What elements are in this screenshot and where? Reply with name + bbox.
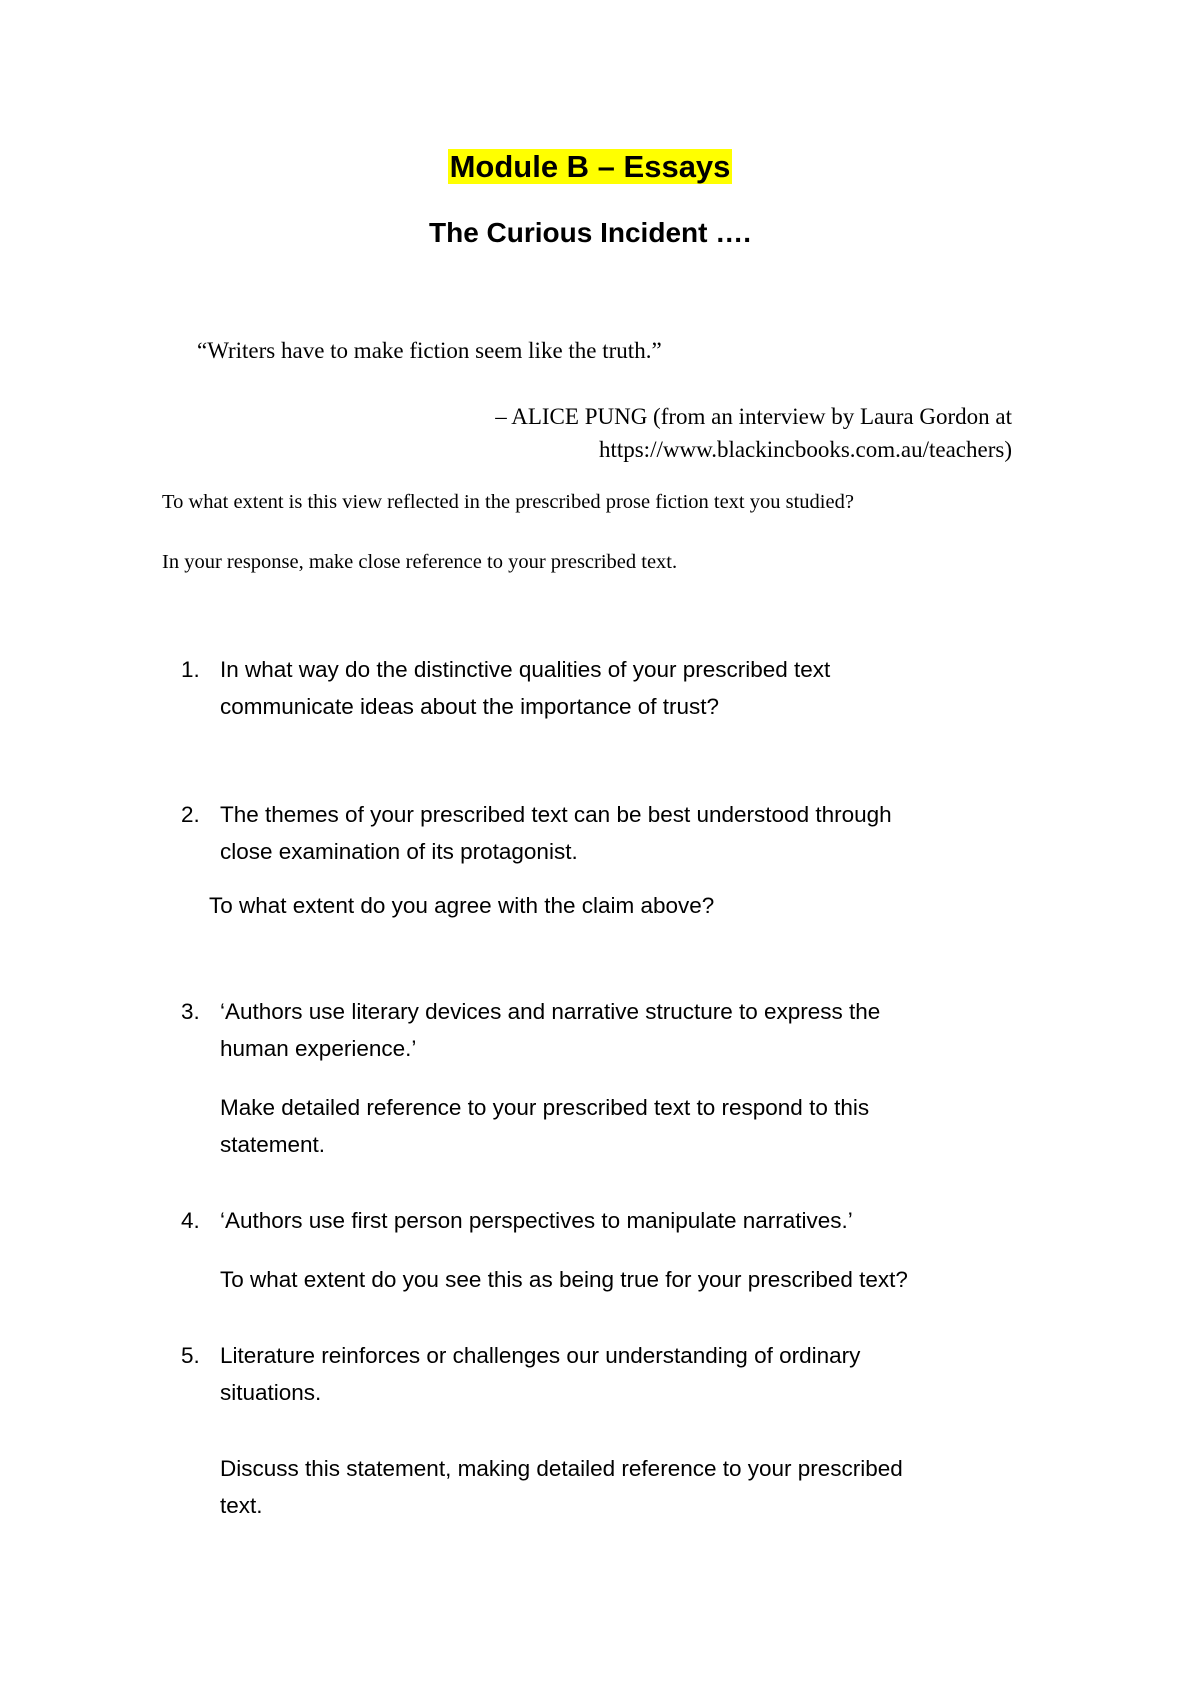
question-number: 3.: [181, 999, 200, 1024]
question-number: 5.: [181, 1343, 200, 1368]
question-text-line: communicate ideas about the importance of trust?: [220, 694, 720, 719]
question-followup-line: text.: [220, 1493, 263, 1518]
question-followup: To what extent do you agree with the claim above?: [209, 893, 715, 918]
question-text-line: human experience.’: [220, 1036, 417, 1061]
question-followup-line: Discuss this statement, making detailed reference to your prescribed: [220, 1456, 903, 1481]
question-text-line: In what way do the distinctive qualities of your prescribed text: [220, 657, 831, 682]
essay-prompt-instruction: In your response, make close reference to your prescribed text.: [162, 551, 678, 573]
question-text-line: situations.: [220, 1380, 322, 1405]
question-followup-line: statement.: [220, 1132, 326, 1157]
question-text-line: Literature reinforces or challenges our understanding of ordinary: [220, 1343, 861, 1368]
page-title: [0, 148, 1180, 186]
question-text-line: ‘Authors use literary devices and narrative structure to express the: [220, 999, 881, 1024]
quote-attribution-line-1: – ALICE PUNG (from an interview by Laura Gordon at: [495, 404, 1012, 429]
quote-attribution-line-2: https://www.blackincbooks.com.au/teachers): [598, 437, 1012, 462]
question-number: 2.: [181, 802, 200, 827]
essay-prompt-question: To what extent is this view reflected in the prescribed prose fiction text you studied?: [162, 491, 854, 513]
title-highlight: Module B – Essays: [449, 149, 731, 184]
quote: “Writers have to make fiction seem like the truth.”: [197, 338, 662, 363]
question-text-line: ‘Authors use first person perspectives to manipulate narratives.’: [220, 1208, 853, 1233]
page-subtitle: The Curious Incident ….: [428, 217, 751, 248]
question-followup: To what extent do you see this as being true for your prescribed text?: [220, 1267, 908, 1292]
question-number: 4.: [181, 1208, 200, 1233]
question-text-line: The themes of your prescribed text can be best understood through: [220, 802, 892, 827]
question-number: 1.: [181, 657, 200, 682]
question-text-line: close examination of its protagonist.: [220, 839, 578, 864]
question-followup-line: Make detailed reference to your prescribed text to respond to this: [220, 1095, 870, 1120]
